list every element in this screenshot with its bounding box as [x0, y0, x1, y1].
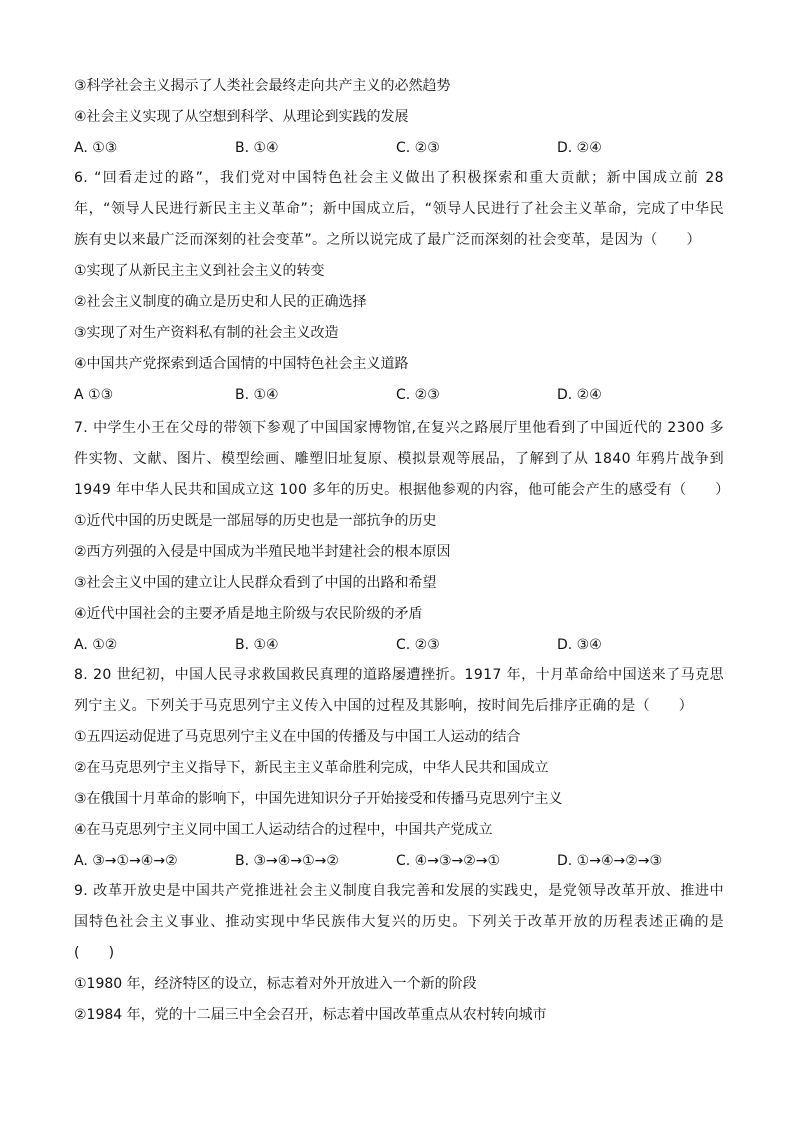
statement-3: ③科学社会主义揭示了人类社会最终走向共产主义的必然趋势 [74, 78, 451, 94]
q8-statement-1: ①五四运动促进了马克思列宁主义在中国的传播及与中国工人运动的结合 [74, 729, 521, 745]
q8-answer-options [74, 851, 724, 871]
q8-statement-4: ④在马克思列宁主义同中国工人运动结合的过程中，中国共产党成立 [74, 822, 493, 838]
option-c: C. ④→③→②→① [396, 853, 501, 869]
question-9-stem: 9. 改革开放史是中国共产党推进社会主义制度自我完善和发展的实践史，是党领导改革开放、推进中国特色社会主义事业、推动实现中华民族伟大复兴的历史。下列关于改革开放的历程表述正确的是( ) [74, 883, 724, 961]
q7-statement-3: ③社会主义中国的建立让人民群众看到了中国的出路和希望 [74, 575, 437, 591]
option-c: C. ②③ [396, 140, 440, 156]
q9-statement-1: ①1980 年，经济特区的设立，标志着对外开放进入一个新的阶段 [74, 976, 477, 992]
option-d: D. ③④ [557, 637, 602, 653]
option-d: D. ①→④→②→③ [557, 853, 663, 869]
option-b: B. ①④ [235, 140, 279, 156]
question-8-stem: 8. 20 世纪初，中国人民寻求救国救民真理的道路屡遭挫折。1917 年，十月革命给中国送来了马克思列宁主义。下列关于马克思列宁主义传入中国的过程及其影响，按时间先后排序正确的是（ ） [74, 667, 724, 714]
option-a: A. ①② [74, 637, 118, 653]
question-7-stem: 7. 中学生小王在父母的带领下参观了中国国家博物馆,在复兴之路展厅里他看到了中国近代的 2300 多件实物、文献、图片、模型绘画、雕塑旧址复原、模拟景观等展品，了解到了从 1840 年鸦片战争到 1949 年中华人民共和国成立这 100 多年的历史。根据他参观的内容，他可能会产生的感受有（ ） [74, 420, 730, 498]
q6-statement-1: ①实现了从新民主主义到社会主义的转变 [74, 263, 325, 279]
q7-statement-4: ④近代中国社会的主要矛盾是地主阶级与农民阶级的矛盾 [74, 606, 423, 622]
q8-statement-3: ③在俄国十月革命的影响下，中国先进知识分子开始接受和传播马克思列宁主义 [74, 791, 563, 807]
q7-statement-2: ②西方列强的入侵是中国成为半殖民地半封建社会的根本原因 [74, 544, 451, 560]
option-b: B. ①④ [235, 637, 279, 653]
q6-statement-4: ④中国共产党探索到适合国情的中国特色社会主义道路 [74, 356, 409, 372]
q6-statement-2: ②社会主义制度的确立是历史和人民的正确选择 [74, 294, 367, 310]
q6-answer-options [74, 385, 724, 405]
page-content [74, 76, 730, 1036]
option-a: A ①③ [74, 387, 114, 403]
option-c: C. ②③ [396, 387, 440, 403]
q6-statement-3: ③实现了对生产资料私有制的社会主义改造 [74, 325, 339, 341]
option-b: B. ①④ [235, 387, 279, 403]
option-b: B. ③→④→①→② [235, 853, 339, 869]
option-c: C. ②③ [396, 637, 440, 653]
option-a: A. ①③ [74, 140, 118, 156]
q7-answer-options [74, 635, 724, 655]
q7-statement-1: ①近代中国的历史既是一部屈辱的历史也是一部抗争的历史 [74, 513, 437, 529]
option-d: D. ②④ [557, 140, 602, 156]
option-d: D. ②④ [557, 387, 602, 403]
answer-options [74, 138, 724, 158]
q9-statement-2: ②1984 年，党的十二届三中全会召开，标志着中国改革重点从农村转向城市 [74, 1007, 547, 1023]
q8-statement-2: ②在马克思列宁主义指导下，新民主主义革命胜利完成，中华人民共和国成立 [74, 760, 549, 776]
question-6-stem: 6. “回看走过的路”，我们党对中国特色社会主义做出了积极探索和重大贡献；新中国成立前 28 年，“领导人民进行新民主主义革命”；新中国成立后，“领导人民进行了社会主义革命，完成了中华民族有史以来最广泛而深刻的社会变革”。之所以说完成了最广泛而深刻的社会变革，是因为（ ） [74, 170, 724, 248]
statement-4: ④社会主义实现了从空想到科学、从理论到实践的发展 [74, 109, 409, 125]
option-a: A. ③→①→④→② [74, 853, 178, 869]
